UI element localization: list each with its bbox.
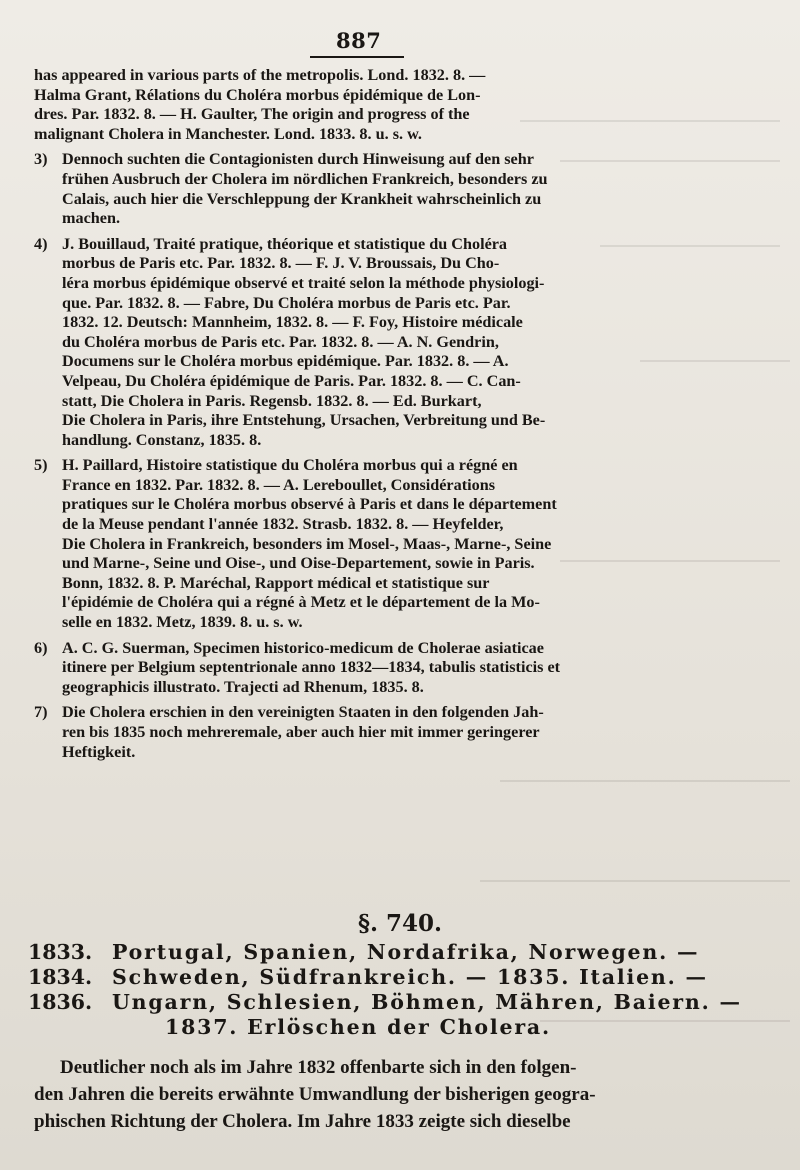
footnote-line: Halma Grant, Rélations du Choléra morbus épidémique de Lon- bbox=[34, 85, 481, 104]
footnote-marker: 4) bbox=[34, 234, 48, 253]
body-paragraph bbox=[34, 1054, 694, 1135]
footnote-line: handlung. Constanz, 1835. 8. bbox=[62, 430, 262, 449]
footnote-continuation bbox=[34, 66, 694, 144]
footnote-line: du Choléra morbus de Paris etc. Par. 1832. 8. — A. N. Gendrin, bbox=[62, 332, 499, 351]
footnote-line: frühen Ausbruch der Cholera im nördlichen Frankreich, besonders zu bbox=[62, 169, 548, 188]
footnote-line: Heftigkeit. bbox=[62, 742, 136, 761]
footnote-marker: 5) bbox=[34, 456, 48, 475]
footnote-6 bbox=[34, 639, 694, 698]
footnote-marker: 6) bbox=[34, 638, 48, 657]
year-line bbox=[28, 965, 718, 990]
year-text: Ungarn, Schlesien, Böhmen, Mähren, Baiern. — bbox=[112, 990, 742, 1014]
page-number: 887 bbox=[336, 28, 382, 53]
body-line: den Jahren die bereits erwähnte Umwandlung der bisherigen geogra- bbox=[34, 1084, 596, 1105]
footnote-line: und Marne-, Seine und Oise-, und Oise-Departement, sowie in Paris. bbox=[62, 554, 535, 573]
closing-year-line: 1837. Erlöschen der Cholera. bbox=[165, 1015, 551, 1039]
footnote-line: machen. bbox=[62, 209, 120, 228]
footnote-line: 1832. 12. Deutsch: Mannheim, 1832. 8. — F. Foy, Histoire médicale bbox=[62, 313, 523, 332]
body-line: phischen Richtung der Cholera. Im Jahre 1833 zeigte sich dieselbe bbox=[34, 1111, 571, 1132]
footnote-line: Documens sur le Choléra morbus epidémique. Par. 1832. 8. — A. bbox=[62, 352, 509, 371]
year-line bbox=[28, 940, 718, 965]
footnote-3 bbox=[34, 150, 694, 228]
footnote-line: de la Meuse pendant l'année 1832. Strasb. 1832. 8. — Heyfelder, bbox=[62, 515, 504, 534]
footnote-line: France en 1832. Par. 1832. 8. — A. Lereboullet, Considérations bbox=[62, 475, 495, 494]
section-title: §. 740. bbox=[357, 910, 443, 937]
footnote-5 bbox=[34, 456, 694, 632]
footnote-line: itinere per Belgium septentrionale anno 1832—1834, tabulis statisticis et bbox=[62, 658, 561, 677]
footnote-line: dres. Par. 1832. 8. — H. Gaulter, The origin and progress of the bbox=[34, 105, 470, 124]
footnote-line: A. C. G. Suerman, Specimen historico-medicum de Cholerae asiaticae bbox=[62, 638, 544, 657]
year-line bbox=[28, 990, 742, 1015]
footnote-line: J. Bouillaud, Traité pratique, théorique et statistique du Choléra bbox=[62, 234, 508, 253]
footnote-line: Die Cholera in Paris, ihre Entstehung, Ursachen, Verbreitung und Be- bbox=[62, 411, 546, 430]
footnote-line: malignant Cholera in Manchester. Lond. 1833. 8. u. s. w. bbox=[34, 124, 422, 143]
footnote-line: Die Cholera erschien in den vereinigten Staaten in den folgenden Jah- bbox=[62, 703, 544, 722]
footnote-line: Bonn, 1832. 8. P. Maréchal, Rapport médical et statistique sur bbox=[62, 573, 490, 592]
footnote-marker: 7) bbox=[34, 703, 48, 722]
year-text: Schweden, Südfrankreich. — 1835. Italien. — bbox=[112, 965, 708, 989]
footnote-line: geographicis illustrato. Trajecti ad Rhenum, 1835. 8. bbox=[62, 677, 424, 696]
footnote-line: Die Cholera in Frankreich, besonders im Mosel-, Maas-, Marne-, Seine bbox=[62, 534, 552, 553]
section-summary bbox=[28, 940, 742, 1040]
year-text: Portugal, Spanien, Nordafrika, Norwegen. — bbox=[112, 940, 700, 964]
footnote-marker: 3) bbox=[34, 150, 48, 169]
year-label: 1836. bbox=[28, 990, 93, 1014]
footnote-line: Calais, auch hier die Verschleppung der Krankheit wahrscheinlich zu bbox=[62, 189, 542, 208]
footnote-line: has appeared in various parts of the metropolis. Lond. 1832. 8. — bbox=[34, 66, 486, 84]
footnote-line: que. Par. 1832. 8. — Fabre, Du Choléra morbus de Paris etc. Par. bbox=[62, 293, 511, 312]
footnote-line: l'épidémie de Choléra qui a régné à Metz et le département de la Mo- bbox=[62, 593, 540, 612]
footnote-line: Velpeau, Du Choléra épidémique de Paris. Par. 1832. 8. — C. Can- bbox=[62, 371, 521, 390]
footnote-line: statt, Die Cholera in Paris. Regensb. 1832. 8. — Ed. Burkart, bbox=[62, 391, 482, 410]
footnote-line: pratiques sur le Choléra morbus observé à Paris et dans le département bbox=[62, 495, 557, 514]
footnote-line: ren bis 1835 noch mehreremale, aber auch hier mit immer geringerer bbox=[62, 723, 540, 741]
year-label: 1833. bbox=[28, 940, 93, 964]
header-rule bbox=[310, 56, 404, 58]
footnote-line: Dennoch suchten die Contagionisten durch Hinweisung auf den sehr bbox=[62, 150, 534, 169]
footnote-line: H. Paillard, Histoire statistique du Choléra morbus qui a régné en bbox=[62, 456, 518, 475]
footnote-line: léra morbus épidémique observé et traité selon la méthode physiologi- bbox=[62, 273, 545, 292]
year-label: 1834. bbox=[28, 965, 93, 989]
footnote-line: morbus de Paris etc. Par. 1832. 8. — F. J. V. Broussais, Du Cho- bbox=[62, 254, 500, 273]
footnote-4 bbox=[34, 235, 694, 451]
body-line: Deutlicher noch als im Jahre 1832 offenbarte sich in den folgen- bbox=[60, 1057, 577, 1078]
footnote-7 bbox=[34, 703, 694, 762]
footnote-line: selle en 1832. Metz, 1839. 8. u. s. w. bbox=[62, 613, 303, 632]
footnotes bbox=[34, 66, 694, 768]
